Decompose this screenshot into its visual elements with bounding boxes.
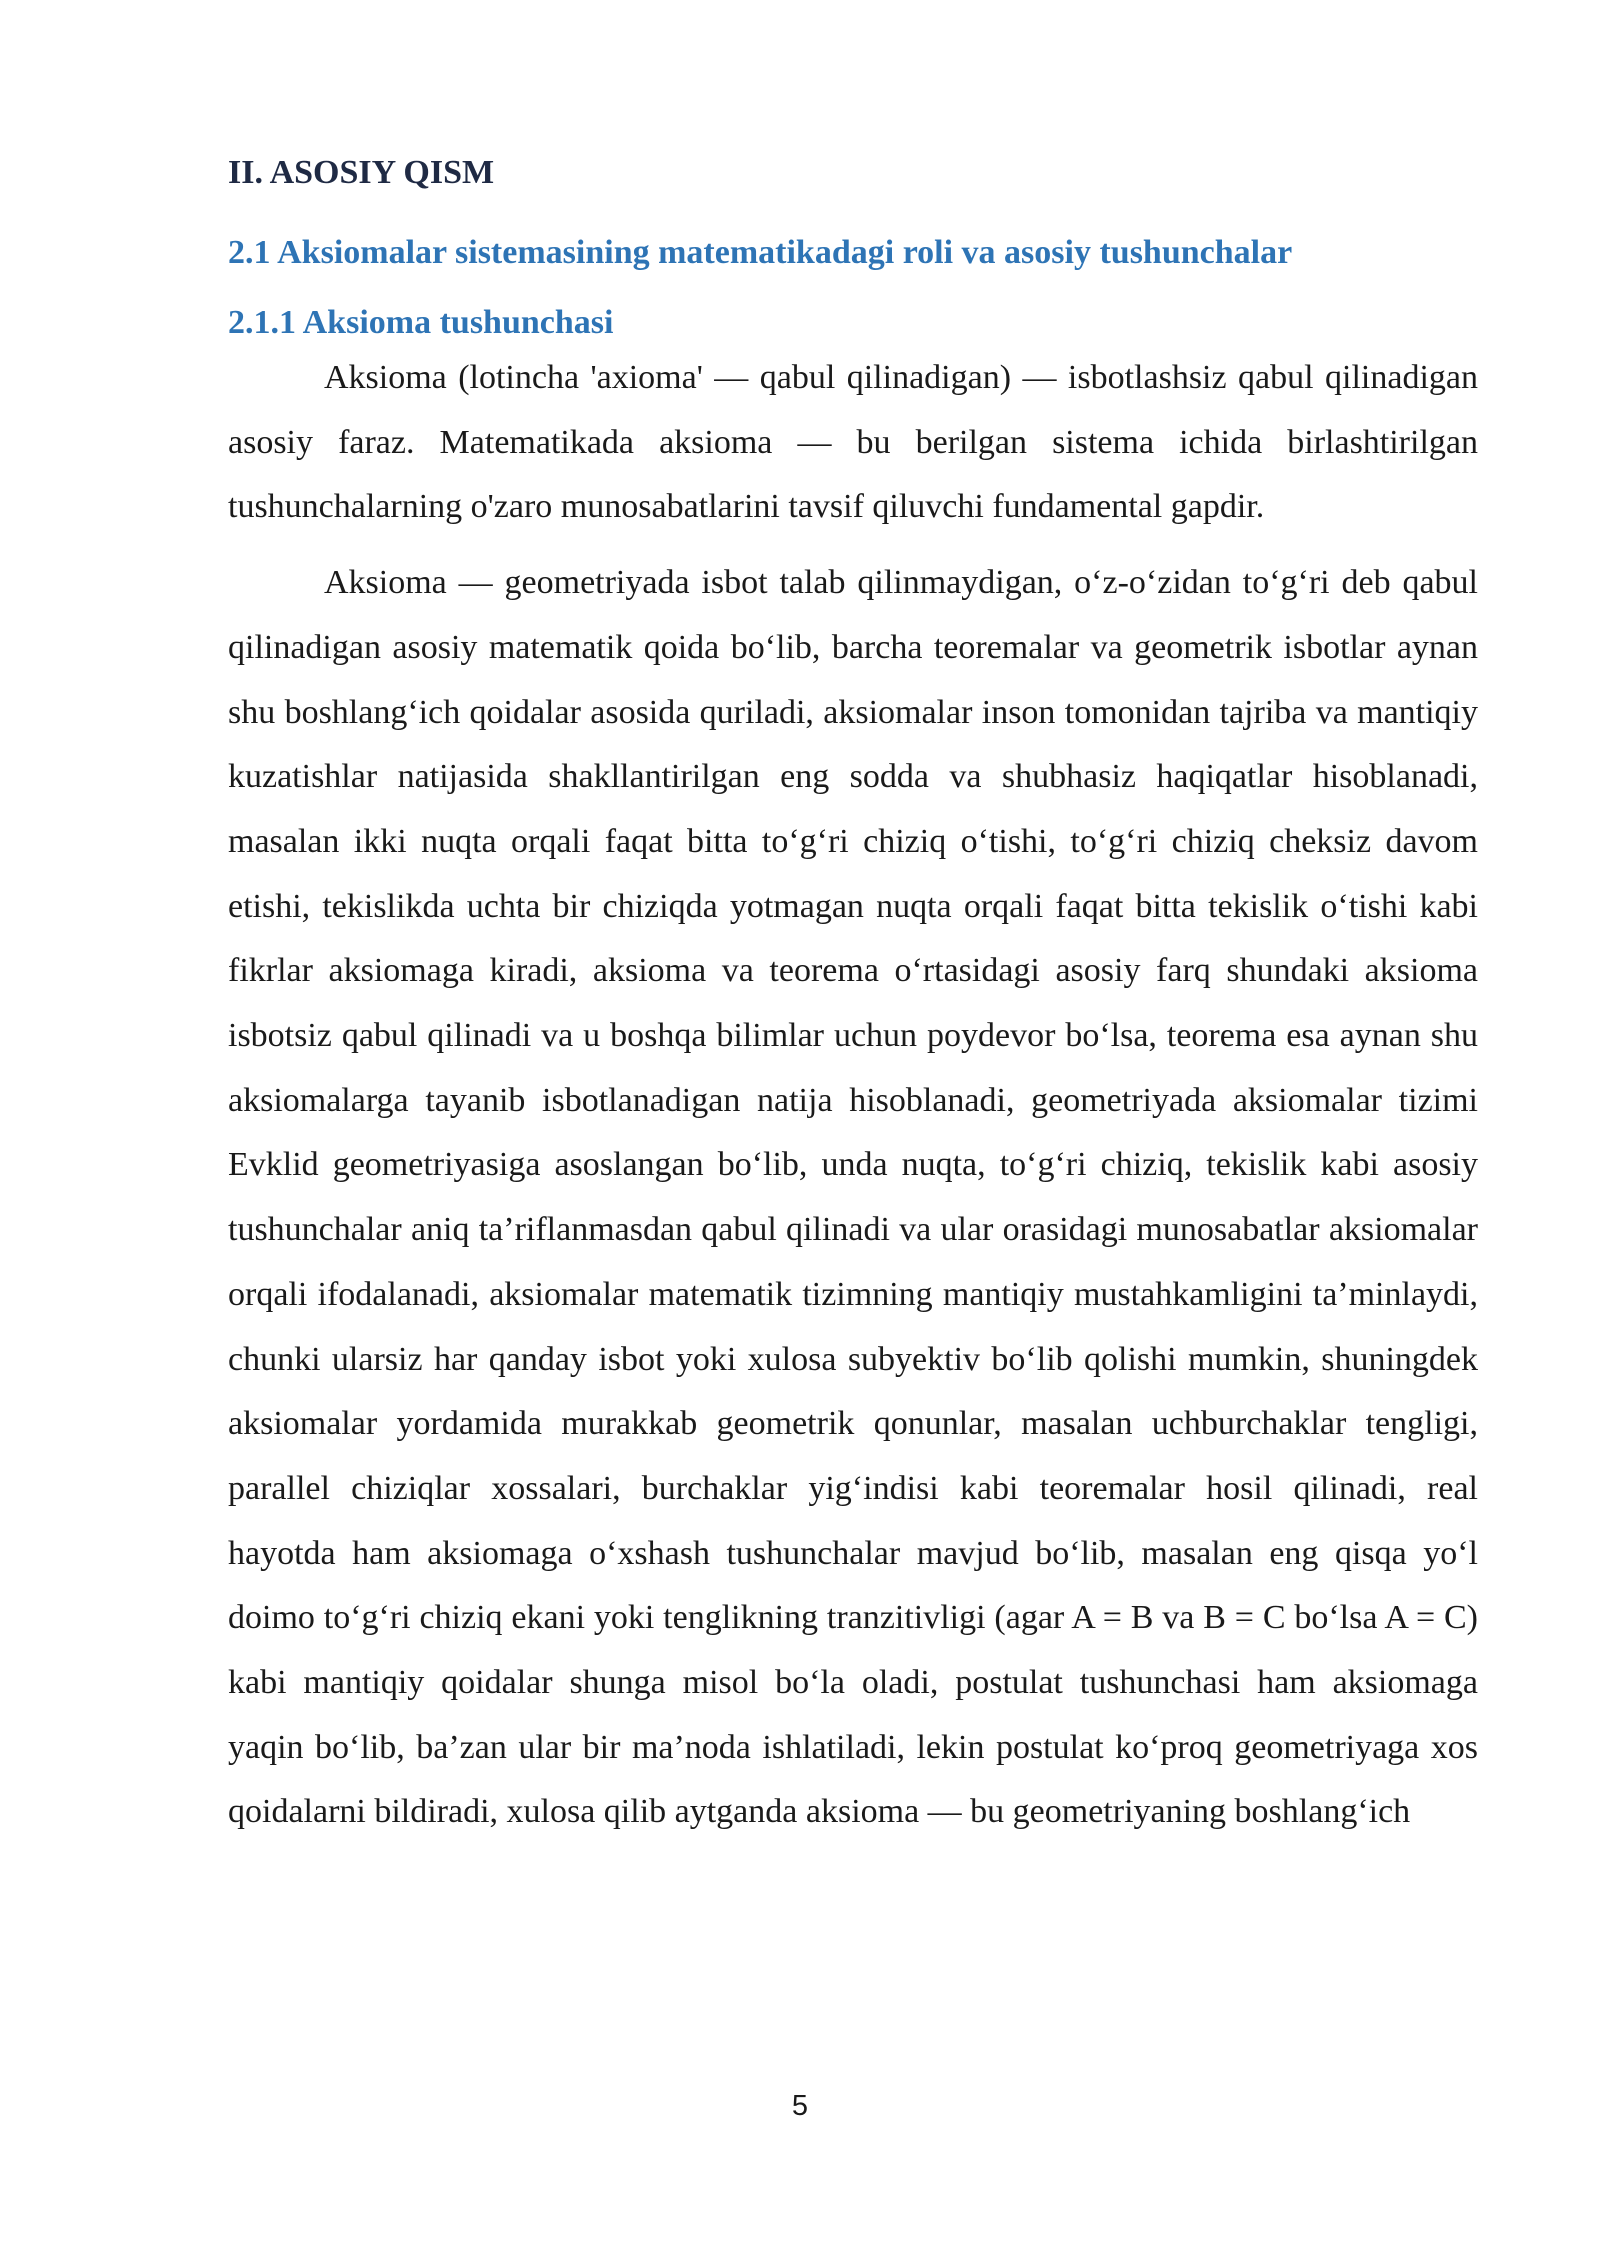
document-page — [228, 150, 1478, 1845]
subsubsection-title: 2.1.1 Aksioma tushunchasi — [228, 304, 614, 341]
paragraph-definition: Aksioma (lotincha 'axioma' — qabul qilinadigan) — isbotlashsiz qabul qilinadigan asosiy faraz. Matematikada aksioma — bu berilgan sistema ichida birlashtirilgan tushunchalarning o'zaro munosabatlarini tavsif qiluvchi fundamental gapdir. — [228, 359, 1478, 526]
page-number: 5 — [791, 2090, 809, 2122]
section-title: II. ASOSIY QISM — [228, 154, 495, 191]
paragraph-geometry-axiom: Aksioma — geometriyada isbot talab qilinmaydigan, o‘z-o‘zidan to‘g‘ri deb qabul qilinadigan asosiy matematik qoida bo‘lib, barcha teoremalar va geometrik isbotlar aynan shu boshlang‘ich qoidalar asosida quriladi, aksiomalar inson tomonidan tajriba va mantiqiy kuzatishlar natijasida shakllantirilgan eng sodda va shubhasiz haqiqatlar hisoblanadi, masalan ikki nuqta orqali faqat bitta to‘g‘ri chiziq o‘tishi, to‘g‘ri chiziq cheksiz davom etishi, tekislikda uchta bir chiziqda yotmagan nuqta orqali faqat bitta tekislik o‘tishi kabi fikrlar aksiomaga kiradi, aksioma va teorema o‘rtasidagi asosiy farq shundaki aksioma isbotsiz qabul qilinadi va u boshqa bilimlar uchun poydevor bo‘lsa, teorema esa aynan shu aksiomalarga tayanib isbotlanadigan natija hisoblanadi, geometriyada aksiomalar tizimi Evklid geometriyasiga asoslangan bo‘lib, unda nuqta, to‘g‘ri chiziq, tekislik kabi asosiy tushunchalar aniq ta’riflanmasdan qabul qilinadi va ular orasidagi munosabatlar aksiomalar orqali ifodalanadi, aksiomalar matematik tizimning mantiqiy mustahkamligini ta’minlaydi, chunki ularsiz har qanday isbot yoki xulosa subyektiv bo‘lib qolishi mumkin, shuningdek aksiomalar yordamida murakkab geometrik qonunlar, masalan uchburchaklar tengligi, parallel chiziqlar xossalari, burchaklar yig‘indisi kabi teoremalar hosil qilinadi, real hayotda ham aksiomaga o‘xshash tushunchalar mavjud bo‘lib, masalan eng qisqa yo‘l doimo to‘g‘ri chiziq ekani yoki tenglikning tranzitivligi (agar A = B va B = C bo‘lsa A = C) kabi mantiqiy qoidalar shunga misol bo‘la oladi, postulat tushunchasi ham aksiomaga yaqin bo‘lib, ba’zan ular bir ma’noda ishlatiladi, lekin postulat ko‘proq geometriyaga xos qoidalarni bildiradi, xulosa qilib aytganda aksioma — bu geometriyaning boshlang‘ich — [228, 564, 1478, 1831]
subsection-title: 2.1 Aksiomalar sistemasining matematikadagi roli va asosiy tushunchalar — [228, 234, 1293, 271]
